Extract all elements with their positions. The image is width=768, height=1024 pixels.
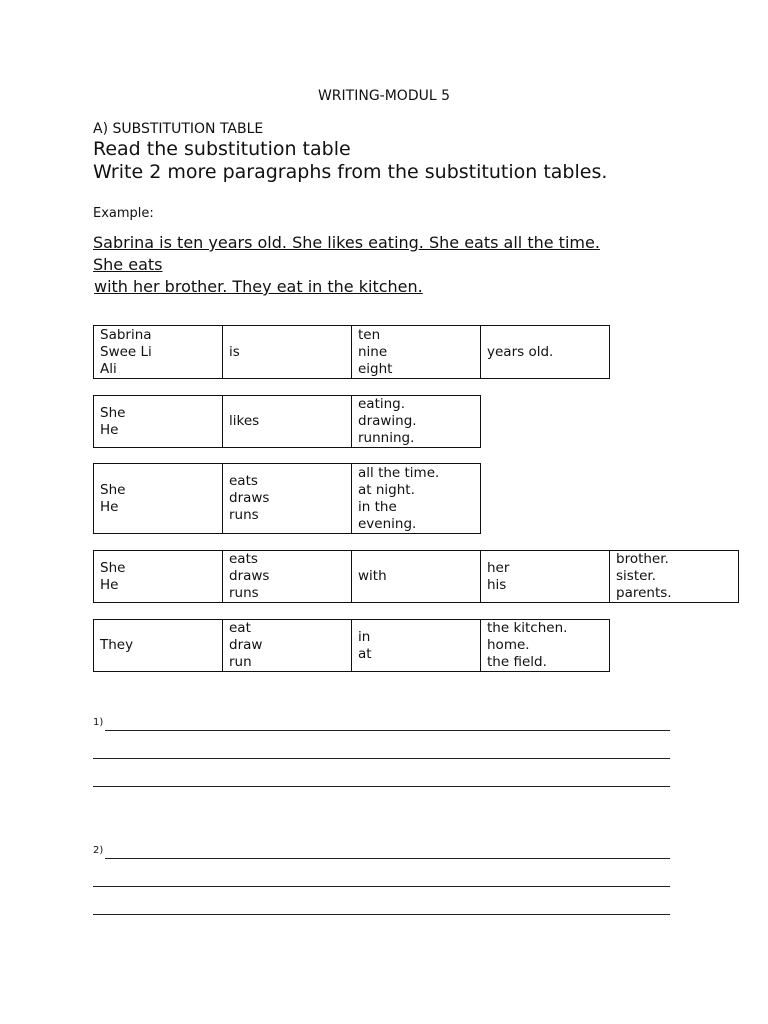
answer-1-line-2[interactable] (93, 746, 670, 759)
section-heading: A) SUBSTITUTION TABLE (93, 121, 264, 137)
table-cell: eats draws runs (223, 551, 352, 603)
table-cell: eats draws runs (223, 464, 352, 534)
instruction-1: Read the substitution table (93, 138, 351, 160)
substitution-table-4 (93, 550, 739, 603)
table-cell: brother. sister. parents. (610, 551, 739, 603)
substitution-table-1 (93, 325, 610, 379)
example-line-1: Sabrina is ten years old. She likes eating. She eats all the time. (93, 233, 600, 252)
table-cell: with (352, 551, 481, 603)
table-cell: eating. drawing. running. (352, 396, 481, 448)
table-cell: the kitchen. home. the field. (481, 620, 610, 672)
table-cell: in at (352, 620, 481, 672)
table-cell: eat draw run (223, 620, 352, 672)
table-cell: is (223, 326, 352, 379)
example-line-2: She eats (93, 255, 163, 274)
table-cell: Sabrina Swee Li Ali (94, 326, 223, 379)
example-line-3: with her brother. They eat in the kitchen. (94, 277, 423, 296)
answer-1-label: 1) (93, 717, 104, 728)
answer-2-line-2[interactable] (93, 874, 670, 887)
instruction-2: Write 2 more paragraphs from the substitution tables. (93, 161, 608, 183)
substitution-table-3 (93, 463, 481, 534)
answer-1-line-1[interactable] (105, 718, 670, 731)
table-cell: She He (94, 551, 223, 603)
table-cell: likes (223, 396, 352, 448)
table-cell: She He (94, 464, 223, 534)
substitution-table-5 (93, 619, 610, 672)
table-cell: ten nine eight (352, 326, 481, 379)
substitution-table-2 (93, 395, 481, 448)
answer-2-line-3[interactable] (93, 902, 670, 915)
example-label: Example: (93, 206, 154, 221)
table-cell: She He (94, 396, 223, 448)
table-cell: years old. (481, 326, 610, 379)
page-title: WRITING-MODUL 5 (317, 88, 451, 104)
table-cell: her his (481, 551, 610, 603)
answer-2-line-1[interactable] (105, 846, 670, 859)
table-cell: They (94, 620, 223, 672)
answer-2-label: 2) (93, 845, 104, 856)
table-cell: all the time. at night. in the evening. (352, 464, 481, 534)
answer-1-line-3[interactable] (93, 774, 670, 787)
